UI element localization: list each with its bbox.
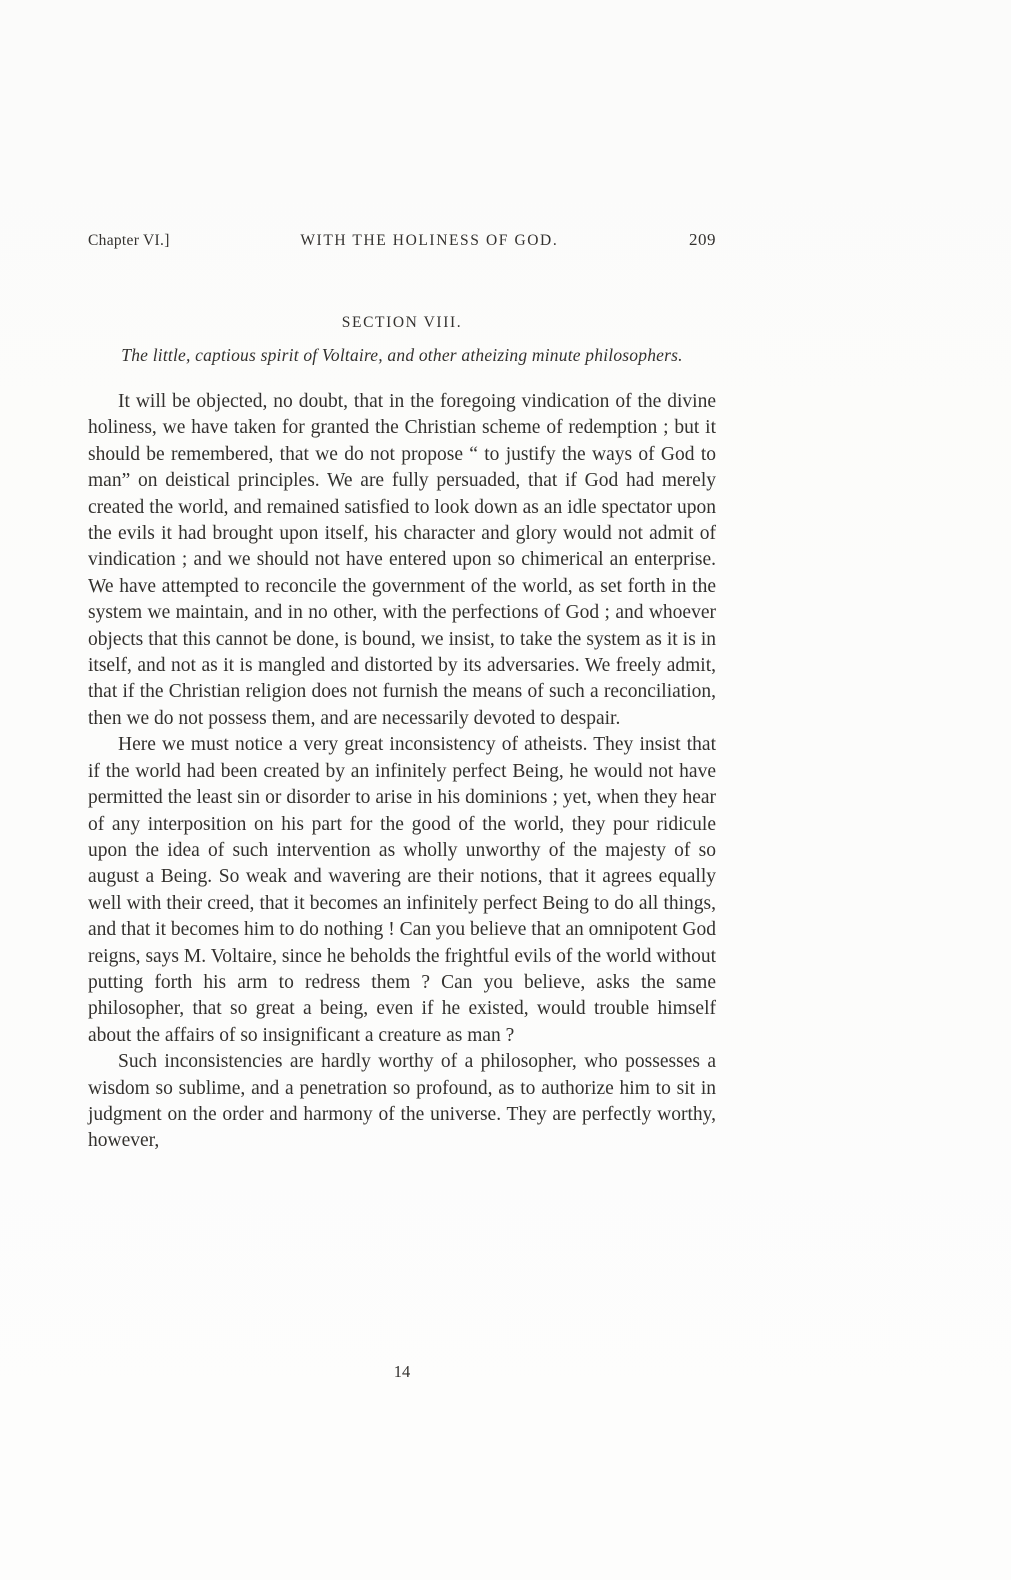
signature-number: 14	[393, 1362, 411, 1381]
paragraph: Such inconsistencies are hardly worthy of a philosopher, who possesses a wisdom so sublime, and a penetration so profound, as to authorize him to sit in judgment on the order and harmony of the universe. They are perfectly worthy, however,	[88, 1051, 716, 1152]
running-header	[88, 230, 716, 250]
page-content	[88, 230, 716, 1155]
chapter-label: Chapter VI.]	[88, 232, 170, 249]
paragraph: Here we must notice a very great inconsistency of atheists. They insist that if the world had been created by an infinitely perfect Being, he would not have permitted the least sin or disorder to arise in his dominions ; yet, when they hear of any interposition on his part for the good of the world, they pour ridicule upon the idea of such intervention as wholly unworthy of the majesty of so august a Being. So weak and wavering are their notions, that it agrees equally well with their creed, that it becomes an infinitely perfect Being to do all things, and that it becomes him to do nothing ! Can you believe that an omnipotent God reigns, says M. Voltaire, since he beholds the frightful evils of the world without putting forth his arm to redress them ? Can you believe, asks the same philosopher, that so great a being, even if he existed, would trouble himself about the affairs of so insignificant a creature as man ?	[88, 734, 716, 1046]
section-heading: SECTION VIII.	[341, 314, 463, 331]
paragraph: It will be objected, no doubt, that in the foregoing vindication of the divine holiness, we have taken for granted the Christian scheme of redemption ; but it should be remembered, that we do not propose “ to justify the ways of God to man” on deistical principles. We are fully persuaded, that if God had merely created the world, and remained satisfied to look down as an idle spectator upon the evils it had brought upon itself, his character and glory would not admit of vindication ; and we should not have entered upon so chimerical an enterprise. We have attempted to reconcile the government of the world, as set forth in the system we maintain, and in no other, with the perfections of God ; and whoever objects that this cannot be done, is bound, we insist, to take the system as it is in itself, and not as it is mangled and distorted by its adversaries. We freely admit, that if the Christian religion does not furnish the means of such a reconciliation, then we do not possess them, and are necessarily devoted to despair.	[88, 391, 716, 729]
section-subtitle: The little, captious spirit of Voltaire, and other atheizing minute philosophers.	[121, 345, 683, 365]
running-title: WITH THE HOLINESS OF GOD.	[300, 232, 559, 249]
page-number: 209	[689, 230, 716, 249]
body-text	[88, 389, 716, 1155]
